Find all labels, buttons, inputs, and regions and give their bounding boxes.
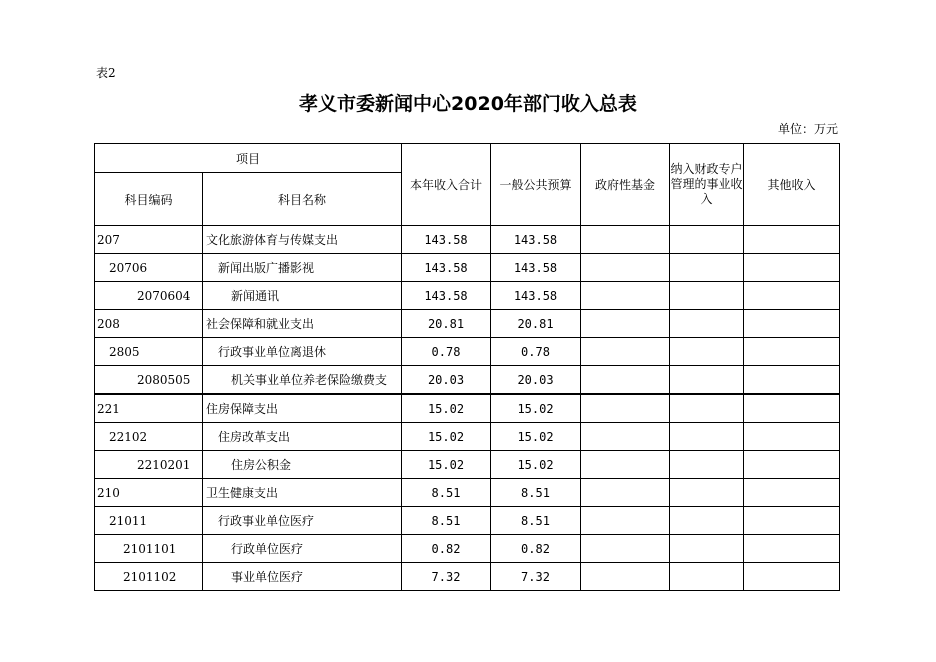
cell-code: 20706 <box>95 254 203 282</box>
cell-code: 2805 <box>95 338 203 366</box>
cell-gov-fund <box>581 366 670 395</box>
header-general-budget: 一般公共预算 <box>491 144 581 226</box>
cell-other <box>744 507 840 535</box>
cell-general: 143.58 <box>491 226 581 254</box>
cell-special <box>670 338 744 366</box>
table-row <box>95 394 840 423</box>
cell-gov-fund <box>581 563 670 591</box>
header-special-mgmt: 纳入财政专户管理的事业收入 <box>670 144 744 226</box>
header-gov-fund: 政府性基金 <box>581 144 670 226</box>
header-other: 其他收入 <box>744 144 840 226</box>
cell-name: 行政事业单位医疗 <box>203 507 402 535</box>
table-row <box>95 282 840 310</box>
cell-total: 8.51 <box>402 507 491 535</box>
cell-other <box>744 451 840 479</box>
cell-code: 221 <box>95 394 203 423</box>
cell-special <box>670 394 744 423</box>
cell-name: 卫生健康支出 <box>203 479 402 507</box>
cell-code: 2070604 <box>95 282 203 310</box>
cell-special <box>670 310 744 338</box>
cell-gov-fund <box>581 479 670 507</box>
table-row <box>95 507 840 535</box>
cell-gov-fund <box>581 451 670 479</box>
cell-general: 143.58 <box>491 254 581 282</box>
table-row <box>95 338 840 366</box>
table-row <box>95 310 840 338</box>
cell-gov-fund <box>581 282 670 310</box>
cell-name: 行政事业单位离退休 <box>203 338 402 366</box>
cell-total: 0.82 <box>402 535 491 563</box>
cell-gov-fund <box>581 310 670 338</box>
cell-gov-fund <box>581 254 670 282</box>
cell-name: 机关事业单位养老保险缴费支 <box>203 366 402 395</box>
table-row <box>95 366 840 395</box>
cell-code: 210 <box>95 479 203 507</box>
cell-total: 15.02 <box>402 451 491 479</box>
cell-special <box>670 479 744 507</box>
cell-code: 22102 <box>95 423 203 451</box>
cell-total: 15.02 <box>402 423 491 451</box>
cell-general: 8.51 <box>491 479 581 507</box>
header-row-1 <box>95 144 840 173</box>
income-summary-table <box>94 143 840 591</box>
header-project: 项目 <box>95 144 402 173</box>
cell-general: 143.58 <box>491 282 581 310</box>
cell-other <box>744 226 840 254</box>
cell-general: 7.32 <box>491 563 581 591</box>
cell-other <box>744 338 840 366</box>
cell-special <box>670 563 744 591</box>
table-row <box>95 563 840 591</box>
cell-total: 20.81 <box>402 310 491 338</box>
cell-total: 7.32 <box>402 563 491 591</box>
cell-gov-fund <box>581 226 670 254</box>
table-row <box>95 254 840 282</box>
cell-general: 20.03 <box>491 366 581 395</box>
cell-special <box>670 366 744 395</box>
cell-name: 住房公积金 <box>203 451 402 479</box>
cell-special <box>670 254 744 282</box>
cell-code: 207 <box>95 226 203 254</box>
page-title: 孝义市委新闻中心2020年部门收入总表 <box>299 93 637 115</box>
header-name: 科目名称 <box>203 173 402 226</box>
cell-other <box>744 535 840 563</box>
cell-code: 208 <box>95 310 203 338</box>
table-row <box>95 479 840 507</box>
cell-name: 行政单位医疗 <box>203 535 402 563</box>
cell-name: 住房改革支出 <box>203 423 402 451</box>
cell-gov-fund <box>581 338 670 366</box>
cell-total: 0.78 <box>402 338 491 366</box>
cell-name: 事业单位医疗 <box>203 563 402 591</box>
cell-special <box>670 423 744 451</box>
cell-gov-fund <box>581 535 670 563</box>
table-row <box>95 451 840 479</box>
cell-name: 社会保障和就业支出 <box>203 310 402 338</box>
cell-total: 20.03 <box>402 366 491 395</box>
cell-other <box>744 254 840 282</box>
cell-name: 新闻出版广播影视 <box>203 254 402 282</box>
table-number: 表2 <box>96 66 116 80</box>
cell-special <box>670 226 744 254</box>
unit-label: 单位：万元 <box>777 122 838 136</box>
cell-name: 文化旅游体育与传媒支出 <box>203 226 402 254</box>
cell-name: 新闻通讯 <box>203 282 402 310</box>
cell-general: 15.02 <box>491 451 581 479</box>
cell-code: 2101102 <box>95 563 203 591</box>
cell-other <box>744 282 840 310</box>
table-row <box>95 423 840 451</box>
cell-code: 2101101 <box>95 535 203 563</box>
cell-special <box>670 282 744 310</box>
cell-total: 15.02 <box>402 394 491 423</box>
cell-code: 21011 <box>95 507 203 535</box>
cell-other <box>744 310 840 338</box>
cell-total: 143.58 <box>402 254 491 282</box>
cell-other <box>744 563 840 591</box>
cell-total: 143.58 <box>402 226 491 254</box>
table-row <box>95 226 840 254</box>
cell-code: 2210201 <box>95 451 203 479</box>
cell-general: 8.51 <box>491 507 581 535</box>
cell-special <box>670 451 744 479</box>
table-row <box>95 535 840 563</box>
header-code: 科目编码 <box>95 173 203 226</box>
cell-special <box>670 535 744 563</box>
cell-gov-fund <box>581 507 670 535</box>
cell-gov-fund <box>581 394 670 423</box>
cell-other <box>744 423 840 451</box>
cell-general: 15.02 <box>491 423 581 451</box>
cell-special <box>670 507 744 535</box>
cell-other <box>744 479 840 507</box>
cell-general: 0.82 <box>491 535 581 563</box>
cell-general: 15.02 <box>491 394 581 423</box>
cell-general: 0.78 <box>491 338 581 366</box>
cell-gov-fund <box>581 423 670 451</box>
cell-total: 143.58 <box>402 282 491 310</box>
cell-other <box>744 366 840 395</box>
cell-code: 2080505 <box>95 366 203 395</box>
header-total: 本年收入合计 <box>402 144 491 226</box>
cell-other <box>744 394 840 423</box>
cell-general: 20.81 <box>491 310 581 338</box>
cell-total: 8.51 <box>402 479 491 507</box>
cell-name: 住房保障支出 <box>203 394 402 423</box>
